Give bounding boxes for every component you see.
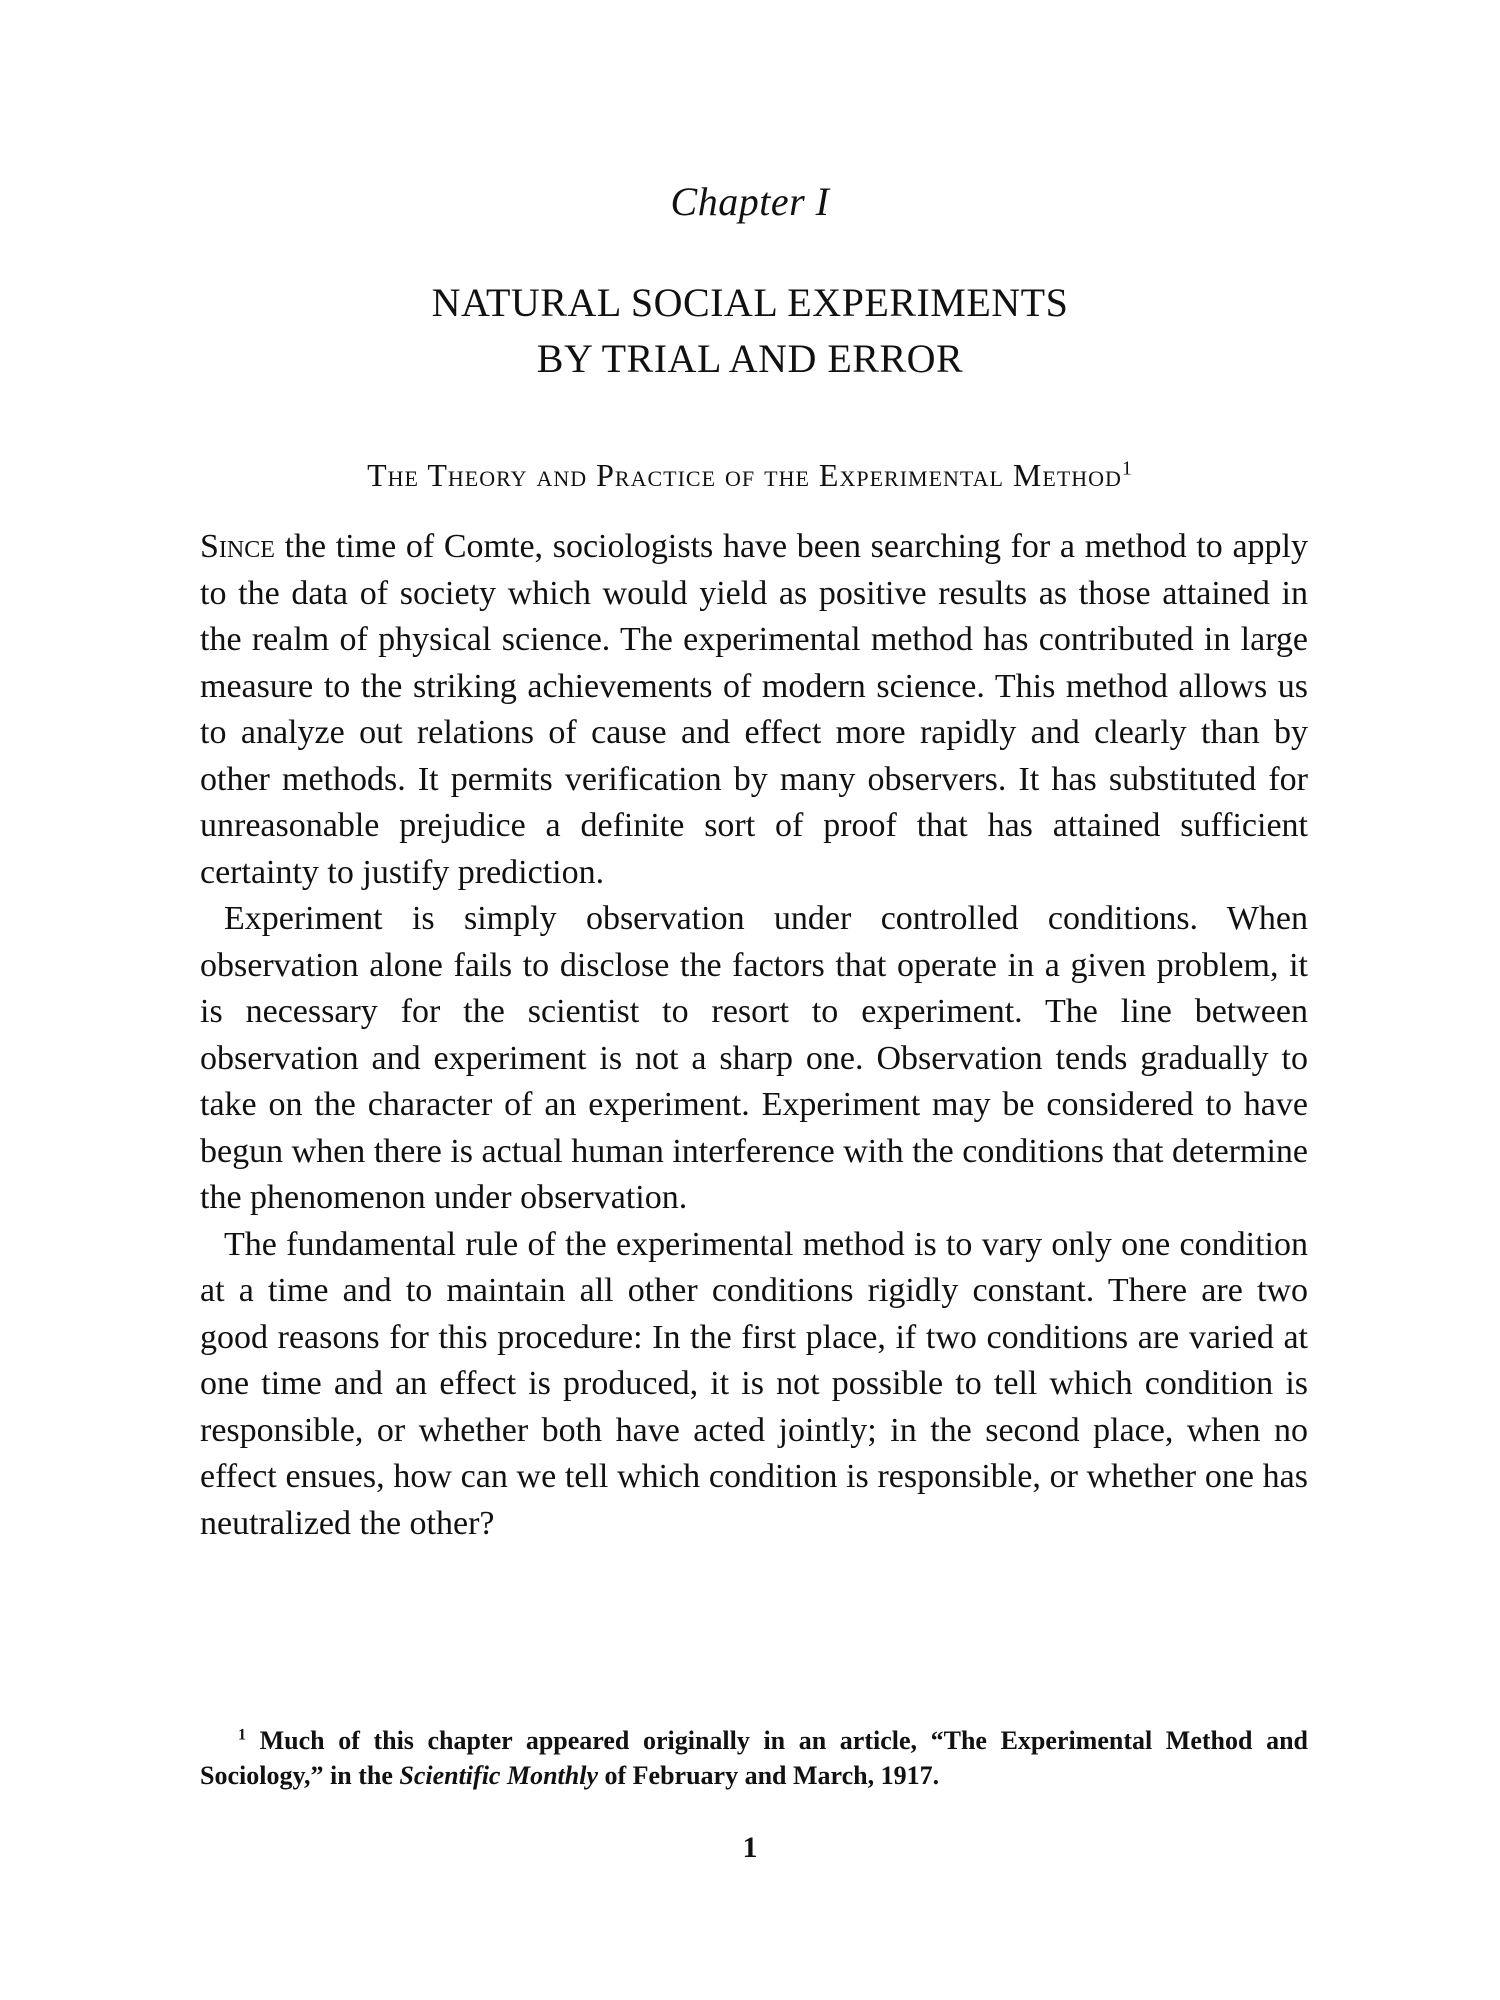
section-footnote-marker: 1 <box>1121 457 1133 480</box>
body-text <box>200 524 1308 1547</box>
footnote-text-before: Much of this chapter appeared originally in an article, “The Experimental Method and Sociology,” in the <box>200 1726 1308 1790</box>
paragraph-1-text: the time of Comte, sociologists have been searching for a method to apply to the data of society which would yield as positive results as those attained in the realm of physical science. The experimental method has contributed in large measure to the striking achievements of modern science. This method allows us to analyze out relations of cause and effect more rapidly and clearly than by other methods. It permits verification by many observers. It has substituted for unreasonable prejudice a definite sort of proof that has attained sufficient certainty to justify prediction. <box>200 528 1308 891</box>
chapter-title <box>0 275 1500 387</box>
paragraph-3: The fundamental rule of the experimental method is to vary only one condition at a time and to maintain all other conditions rigidly constant. There are two good reasons for this procedure: In the first place, if two conditions are varied at one time and an effect is produced, it is not possible to tell which condition is responsible, or whether both have acted jointly; in the second place, when no effect ensues, how can we tell which condition is responsible, or whether one has neutralized the other? <box>200 1225 1308 1542</box>
chapter-title-line-1: NATURAL SOCIAL EXPERIMENTS <box>431 280 1069 325</box>
chapter-title-line-2: BY TRIAL AND ERROR <box>536 336 964 381</box>
chapter-label: Chapter I <box>670 179 830 224</box>
paragraph-1-lead-word: Since <box>200 528 275 565</box>
footnote-journal-title: Scientific Monthly <box>399 1761 598 1790</box>
paragraph-1 <box>200 524 1308 896</box>
footnote-marker: 1 <box>238 1726 246 1744</box>
paragraph-2: Experiment is simply observation under controlled conditions. When observation alone fails to disclose the factors that operate in a given problem, it is necessary for the scientist to resort to experiment. The line between observation and experiment is not a sharp one. Observation tends gradually to take on the character of an experiment. Experiment may be considered to have begun when there is actual human interference with the conditions that determine the phenomenon under observation. <box>200 900 1308 1216</box>
page-number: 1 <box>742 1831 758 1864</box>
footnote <box>200 1723 1308 1793</box>
section-heading-text: The Theory and Practice of the Experimental Method <box>367 457 1122 493</box>
section-heading <box>0 457 1500 494</box>
footnote-text-after: of February and March, 1917. <box>597 1761 940 1790</box>
